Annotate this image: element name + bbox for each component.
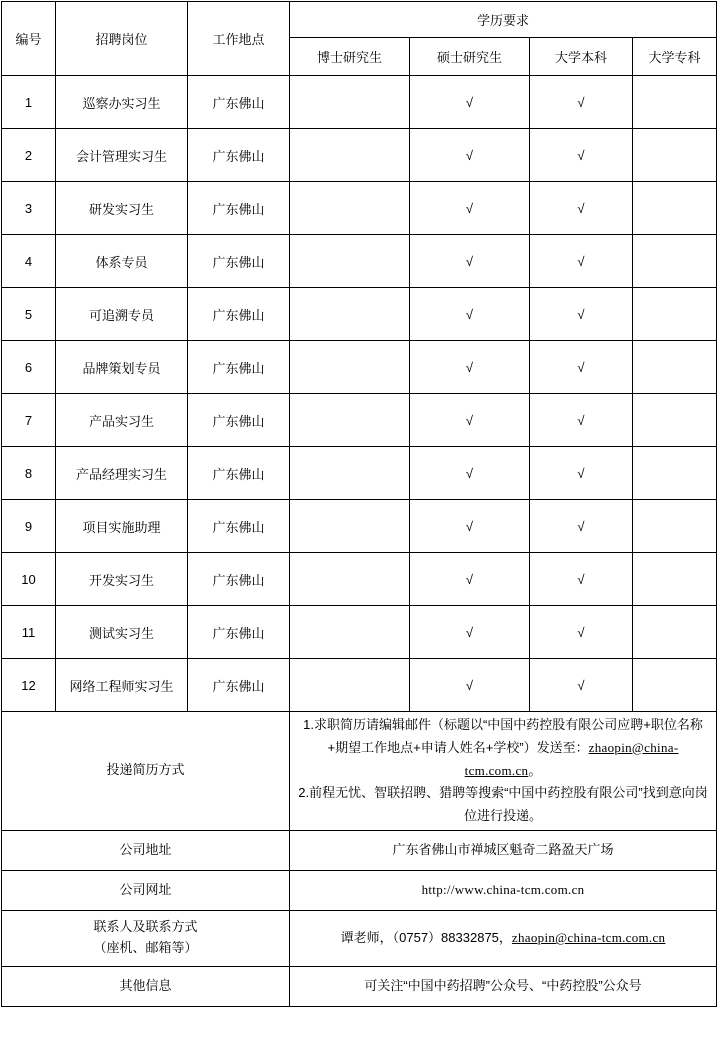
cell-phd <box>290 394 410 447</box>
table-row <box>2 447 717 500</box>
cell-phd <box>290 447 410 500</box>
cell-phd <box>290 659 410 712</box>
cell-location: 广东佛山 <box>188 76 290 129</box>
header-bachelor: 大学本科 <box>530 38 633 76</box>
contact-label-line-1: 联系人及联系方式 <box>93 919 198 935</box>
cell-location: 广东佛山 <box>188 341 290 394</box>
cell-college <box>633 606 717 659</box>
cell-phd <box>290 500 410 553</box>
cell-job: 产品经理实习生 <box>56 447 188 500</box>
check-mark-bachelor: √ <box>577 147 585 163</box>
cell-bachelor <box>530 394 633 447</box>
cell-master <box>410 235 530 288</box>
apply-line-2: 2.前程无忧、智联招聘、猎聘等搜索“中国中药控股有限公司”找到意向岗位进行投递。 <box>298 785 708 823</box>
other-info-value: 可关注“中国中药招聘”公众号、“中药控股”公众号 <box>290 966 717 1006</box>
cell-bachelor <box>530 659 633 712</box>
check-mark-bachelor: √ <box>577 677 585 693</box>
cell-job: 开发实习生 <box>56 553 188 606</box>
cell-phd <box>290 288 410 341</box>
company-website-row <box>2 870 717 910</box>
table-row <box>2 500 717 553</box>
cell-location: 广东佛山 <box>188 288 290 341</box>
contact-phone-text: 谭老师，（0757）88332875， <box>340 930 512 946</box>
header-master: 硕士研究生 <box>410 38 530 76</box>
other-info-label: 其他信息 <box>2 966 290 1006</box>
cell-master <box>410 606 530 659</box>
table-body <box>2 76 717 1007</box>
table-row <box>2 553 717 606</box>
cell-job: 品牌策划专员 <box>56 341 188 394</box>
cell-location: 广东佛山 <box>188 129 290 182</box>
check-mark-master: √ <box>465 147 474 163</box>
cell-master <box>410 76 530 129</box>
cell-location: 广东佛山 <box>188 447 290 500</box>
table-row <box>2 288 717 341</box>
cell-no: 5 <box>2 288 56 341</box>
table-row <box>2 76 717 129</box>
cell-no: 10 <box>2 553 56 606</box>
check-mark-bachelor: √ <box>577 94 585 110</box>
check-mark-bachelor: √ <box>577 624 585 640</box>
table-row <box>2 129 717 182</box>
cell-no: 4 <box>2 235 56 288</box>
cell-phd <box>290 553 410 606</box>
header-location: 工作地点 <box>188 2 290 76</box>
cell-college <box>633 500 717 553</box>
cell-college <box>633 341 717 394</box>
check-mark-master: √ <box>465 359 474 375</box>
cell-bachelor <box>530 129 633 182</box>
contact-label-line-2: （座机、邮箱等） <box>93 940 198 956</box>
table-row <box>2 394 717 447</box>
header-row-top <box>2 2 717 38</box>
cell-no: 6 <box>2 341 56 394</box>
check-mark-bachelor: √ <box>577 465 585 481</box>
check-mark-master: √ <box>465 412 474 428</box>
cell-location: 广东佛山 <box>188 182 290 235</box>
company-website-label: 公司网址 <box>2 870 290 910</box>
cell-no: 1 <box>2 76 56 129</box>
check-mark-master: √ <box>465 518 474 534</box>
table-row <box>2 606 717 659</box>
other-info-row <box>2 966 717 1006</box>
contact-email-link[interactable]: zhaopin@china-tcm.com.cn <box>511 930 666 946</box>
cell-bachelor <box>530 553 633 606</box>
cell-bachelor <box>530 76 633 129</box>
header-job: 招聘岗位 <box>56 2 188 76</box>
cell-location: 广东佛山 <box>188 553 290 606</box>
table-row <box>2 659 717 712</box>
check-mark-master: √ <box>465 94 474 110</box>
cell-job: 研发实习生 <box>56 182 188 235</box>
check-mark-bachelor: √ <box>577 359 585 375</box>
cell-bachelor <box>530 447 633 500</box>
cell-college <box>633 553 717 606</box>
cell-master <box>410 288 530 341</box>
contact-value <box>290 910 717 966</box>
check-mark-master: √ <box>465 306 474 322</box>
company-address-row <box>2 830 717 870</box>
cell-location: 广东佛山 <box>188 394 290 447</box>
check-mark-bachelor: √ <box>577 253 585 269</box>
cell-job: 巡察办实习生 <box>56 76 188 129</box>
check-mark-master: √ <box>465 624 474 640</box>
cell-job: 会计管理实习生 <box>56 129 188 182</box>
company-address-value: 广东省佛山市禅城区魁奇二路盈天广场 <box>290 830 717 870</box>
cell-job: 产品实习生 <box>56 394 188 447</box>
check-mark-bachelor: √ <box>577 571 585 587</box>
company-website-value[interactable]: http://www.china-tcm.com.cn <box>290 870 717 910</box>
cell-phd <box>290 182 410 235</box>
check-mark-master: √ <box>465 465 474 481</box>
table-row <box>2 182 717 235</box>
cell-phd <box>290 76 410 129</box>
cell-job: 项目实施助理 <box>56 500 188 553</box>
cell-bachelor <box>530 606 633 659</box>
cell-location: 广东佛山 <box>188 606 290 659</box>
apply-method-row <box>2 712 717 831</box>
cell-job: 网络工程师实习生 <box>56 659 188 712</box>
recruitment-table <box>1 1 717 1007</box>
cell-phd <box>290 341 410 394</box>
cell-job: 测试实习生 <box>56 606 188 659</box>
contact-label <box>2 910 290 966</box>
cell-no: 2 <box>2 129 56 182</box>
cell-phd <box>290 235 410 288</box>
cell-bachelor <box>530 235 633 288</box>
cell-job: 可追溯专员 <box>56 288 188 341</box>
table-row <box>2 235 717 288</box>
cell-bachelor <box>530 500 633 553</box>
cell-location: 广东佛山 <box>188 235 290 288</box>
cell-master <box>410 341 530 394</box>
cell-college <box>633 394 717 447</box>
cell-location: 广东佛山 <box>188 500 290 553</box>
document-page <box>0 1 717 1053</box>
cell-college <box>633 235 717 288</box>
contact-row <box>2 910 717 966</box>
cell-bachelor <box>530 341 633 394</box>
header-no: 编号 <box>2 2 56 76</box>
cell-master <box>410 553 530 606</box>
apply-line-1-text: 1.求职简历请编辑邮件（标题以“中国中药控股有限公司应聘+职位名称+期望工作地点+申请人姓名+学校”）发送至： <box>303 717 703 755</box>
cell-no: 8 <box>2 447 56 500</box>
check-mark-bachelor: √ <box>577 200 585 216</box>
company-address-label: 公司地址 <box>2 830 290 870</box>
cell-master <box>410 182 530 235</box>
cell-location: 广东佛山 <box>188 659 290 712</box>
cell-job: 体系专员 <box>56 235 188 288</box>
cell-phd <box>290 129 410 182</box>
cell-master <box>410 394 530 447</box>
cell-college <box>633 129 717 182</box>
cell-master <box>410 129 530 182</box>
cell-no: 12 <box>2 659 56 712</box>
cell-bachelor <box>530 182 633 235</box>
apply-method-value <box>290 712 717 831</box>
apply-email-link[interactable]: zhaopin@china-tcm.com.cn <box>464 739 679 778</box>
check-mark-master: √ <box>465 200 474 216</box>
cell-no: 7 <box>2 394 56 447</box>
check-mark-bachelor: √ <box>577 518 585 534</box>
check-mark-bachelor: √ <box>577 306 585 322</box>
check-mark-master: √ <box>465 677 474 693</box>
cell-college <box>633 182 717 235</box>
header-college: 大学专科 <box>633 38 717 76</box>
check-mark-master: √ <box>465 571 474 587</box>
cell-phd <box>290 606 410 659</box>
cell-college <box>633 659 717 712</box>
cell-college <box>633 76 717 129</box>
cell-master <box>410 500 530 553</box>
cell-no: 11 <box>2 606 56 659</box>
apply-method-label: 投递简历方式 <box>2 712 290 831</box>
cell-master <box>410 659 530 712</box>
apply-line-1 <box>294 714 712 782</box>
header-education-group: 学历要求 <box>290 2 717 38</box>
cell-no: 9 <box>2 500 56 553</box>
check-mark-bachelor: √ <box>577 412 585 428</box>
cell-master <box>410 447 530 500</box>
table-row <box>2 341 717 394</box>
cell-no: 3 <box>2 182 56 235</box>
header-phd: 博士研究生 <box>290 38 410 76</box>
cell-bachelor <box>530 288 633 341</box>
table-header <box>2 2 717 76</box>
cell-college <box>633 447 717 500</box>
apply-line-1-end: 。 <box>528 762 542 778</box>
check-mark-master: √ <box>465 253 474 269</box>
cell-college <box>633 288 717 341</box>
